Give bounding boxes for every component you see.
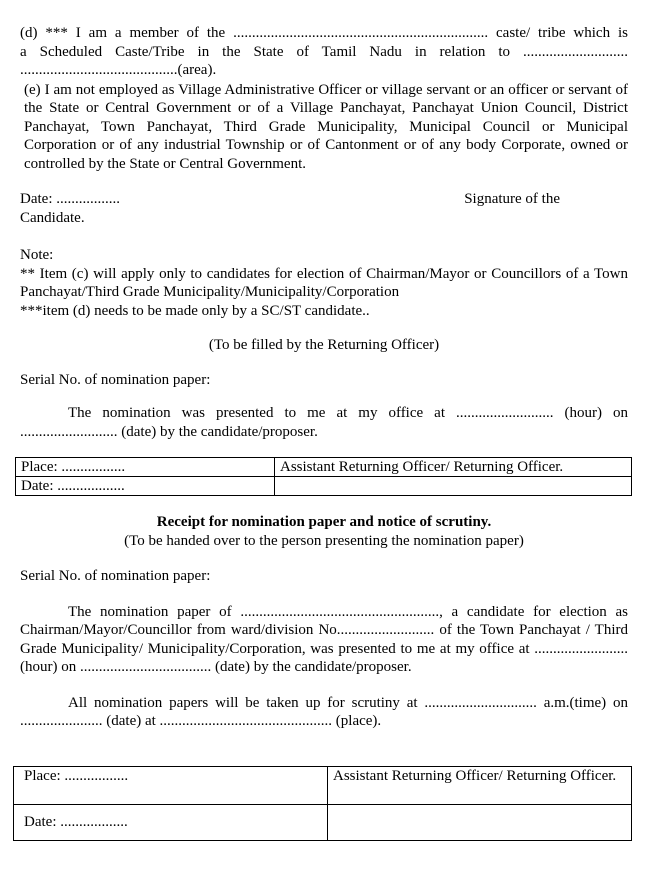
officer-table-2 [13,766,632,841]
note-item-c: ** Item (c) will apply only to candidates for election of Chairman/Mayor or Councillors of a Town Panchayat/Third Grade Municipality/Municipality/Corporation [20,265,628,300]
returning-officer-heading: (To be filled by the Returning Officer) [208,337,440,353]
table2-place: Place: ................. [14,766,328,804]
receipt-subtitle: (To be handed over to the person presenting the nomination paper) [124,532,524,549]
note-title: Note: [20,247,54,263]
table1-empty [275,477,632,496]
candidate-label: Candidate. [20,209,85,226]
table2-officer: Assistant Returning Officer/ Returning Officer. [328,766,632,804]
table2-empty [328,804,632,840]
table1-date: Date: .................. [16,477,275,496]
serial-no-2: Serial No. of nomination paper: [20,568,211,584]
nomination-paper-text: The nomination paper of ....................................................., a candidate for election as Chairman/Mayor/Councillor from ward/division No.......................... of the Town Panchayat / Third Grade Municipality/ Municipality/Corporation, was presented to me at my office at ......................... (hour) on ................................... (date) by the candidate/proposer. [20,603,628,675]
signature-label: Signature of the [464,191,560,207]
document-page [20,24,628,841]
para-e: (e) I am not employed as Village Administrative Officer or village servant or an officer or servant of the State or Central Government or of a Village Panchayat, Panchayat Union Council, District Panchayat, Town Panchayat, Third Grade Municipality, Municipal Council or Municipal Corporation or of any industrial Township or of Cantonment or of any body Corporate, owned or controlled by the State or Central Government. [24,81,628,172]
scrutiny-text: All nomination papers will be taken up for scrutiny at .............................. a.m.(time) on ...................... (date) at .............................................. (place). [20,694,628,729]
receipt-title: Receipt for nomination paper and notice of scrutiny. [156,514,492,530]
signature-row [20,190,628,209]
presented-text: The nomination was presented to me at my office at .......................... (hour) on .......................... (date) by the candidate/proposer. [20,405,628,440]
date-label: Date: ................. [20,191,120,207]
serial-no-1: Serial No. of nomination paper: [20,371,211,388]
table1-place: Place: ................. [16,458,275,477]
table1-officer: Assistant Returning Officer/ Returning Officer. [275,458,632,477]
para-d-line2: a Scheduled Caste/Tribe in the State of Tamil Nadu in relation to ............................ [20,43,628,60]
note-item-d: ***item (d) needs to be made only by a SC/ST candidate.. [20,302,370,319]
table2-date: Date: .................. [14,804,328,840]
officer-table-1 [15,457,632,496]
para-d-line1: (d) *** I am a member of the .................................................................... caste/ tribe which is [20,25,628,41]
para-d-line3: ..........................................(area). [20,62,217,78]
